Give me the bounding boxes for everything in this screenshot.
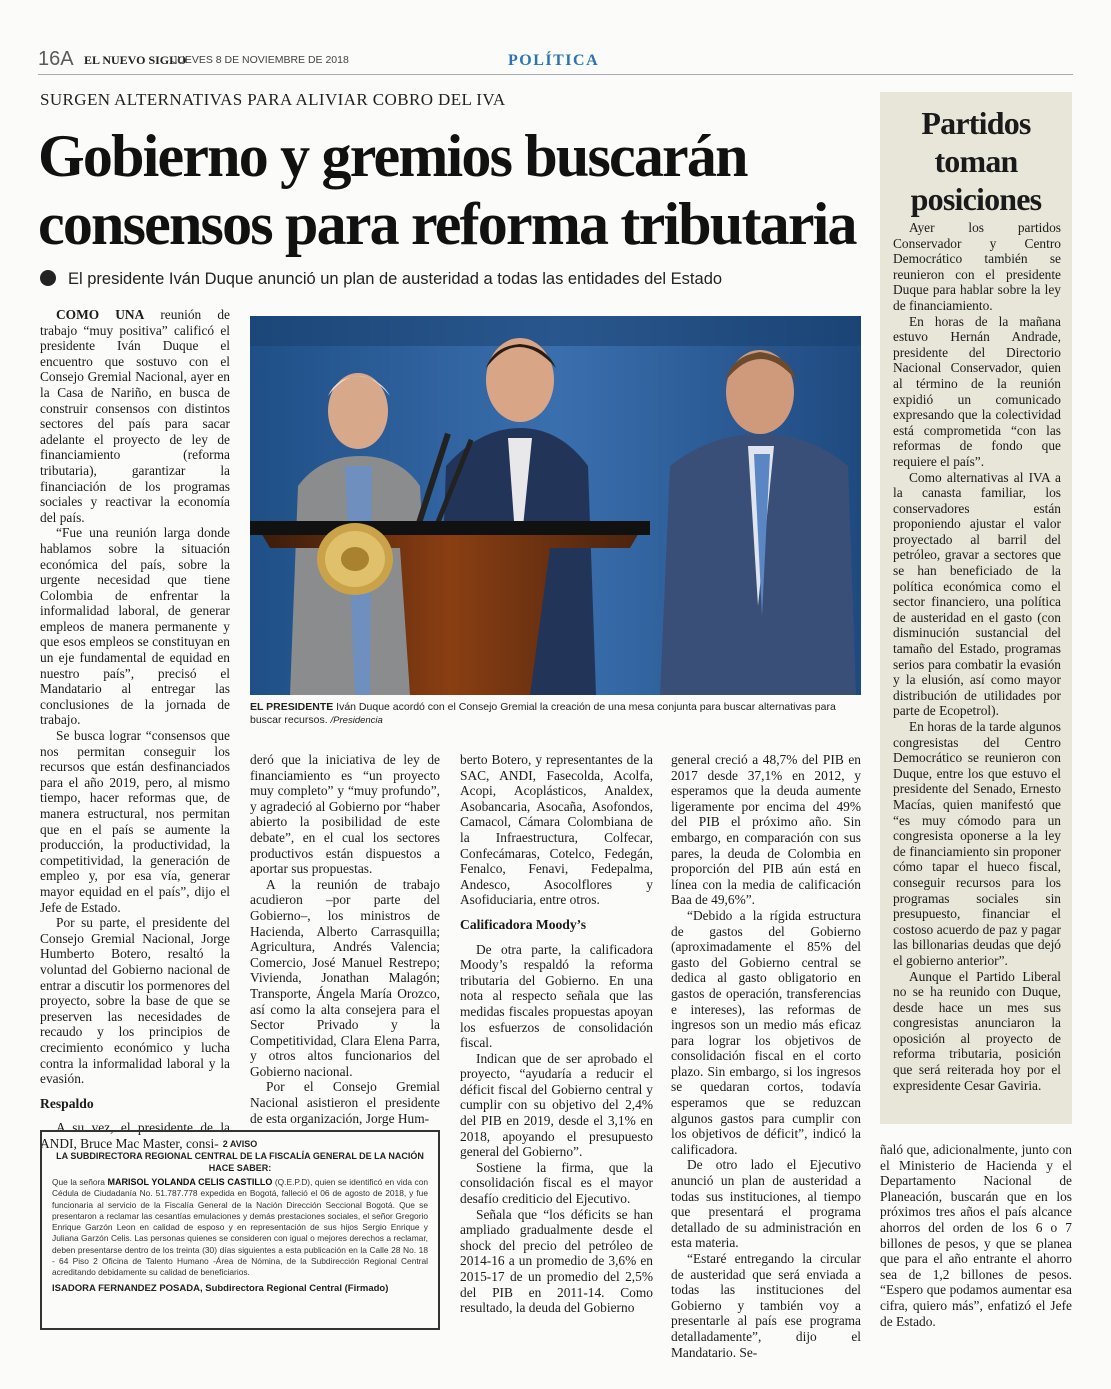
article-column-1	[40, 307, 230, 1151]
article-column-3	[460, 752, 653, 1316]
legal-notice	[40, 1130, 440, 1330]
paragraph: De otra parte, la calificadora Moody’s respaldó la reforma tributaria del Gobierno. En una nota al respecto señala que las medidas fiscales propuestas apoyan los esfuerzos de consolidación fiscal.	[460, 941, 653, 1051]
notice-issuer: LA SUBDIRECTORA REGIONAL CENTRAL DE LA FISCALÍA GENERAL DE LA NACIÓN	[56, 1151, 424, 1161]
paragraph: Como alternativas al IVA a la canasta familiar, los conservadores están proponiendo ajustar el valor proyectado al barril del petróleo, gravar a sectores que se han beneficiado de la política económica como el sector financiero, una política de austeridad en el gasto (con disminución sustancial del tamaño del Estado, programas serios para combatir la evasión y la elusión, así como mayor distribución de utilidades por parte de Ecopetrol).	[893, 469, 1061, 719]
paragraph: A su vez, el presidente de la ANDI, Bruce Mac Master, consi-	[40, 1120, 230, 1151]
paragraph: “Estaré entregando la circular de austeridad que será enviada a todas las instituciones del Gobierno y también voy a presentarle al país ese programa detalladamente”, dijo el Mandatario. Se-	[671, 1251, 861, 1360]
headline: Gobierno y gremios buscarán consensos para reforma tributaria	[38, 123, 856, 257]
paragraph: Indican que de ser aprobado el proyecto, “ayudaría a reducir el déficit fiscal del Gobierno central y cumplir con su objetivo del 2,4% del PIB en 2019, desde el 3,1% en 2018, apoyando el presupuesto general del Gobierno”.	[460, 1050, 653, 1160]
section-name: POLÍTICA	[508, 52, 600, 69]
paragraph: Por su parte, el presidente del Consejo Gremial Nacional, Jorge Humberto Botero, resaltó la voluntad del Gobierno nacional de entrar a discutir los pormenores del proyecto, sobre la base de que se preserven las necesidades de recaudo y los principios de crecimiento económico y lucha contra la informalidad laboral y la evasión.	[40, 915, 230, 1087]
paragraph: En horas de la mañana estuvo Hernán Andrade, presidente del Directorio Nacional Conservador, quien al término de la reunión expidió un comunicado expresando que la colectividad está comprometida “con las reformas de fondo que requiere el país”.	[893, 313, 1061, 469]
opening-words: COMO UNA	[56, 307, 145, 322]
issue-date: JUEVES 8 DE NOVIEMBRE DE 2018	[172, 54, 349, 66]
bullet-icon	[40, 270, 56, 286]
article-column-4	[671, 752, 861, 1360]
sidebar-text	[893, 220, 1061, 1093]
notice-name: MARISOL YOLANDA CELIS CASTILLO	[107, 1177, 273, 1187]
notice-text: (Q.E.P.D), quien se identificó en vida con Cédula de Ciudadanía No. 51.787.778 expedida en Bogotá, falleció el 06 de agosto de 2018, y fue funcionaria al servicio de la Fiscalía General de la Nación Dirección Seccional Bogotá. Que se presentaron a reclamar las cesantías emulaciones y demás prestaciones sociales, el señor Gregorio Enrique Garzón Leon en calidad de esposo y en representación de sus hijos Sergio Enrique y Juliana Garzón Celis. Las personas quienes se consideren con igual o mejores derechos a reclamar, deben presentarse dentro de los treinta (30) días siguientes a esta publicación en la Calle 28 No. 18 - 64 Piso 2 Oficina de Talento Humano -Área de Nómina, de la Subdirección Regional Central acreditando debidamente su calidad de beneficiarios.	[52, 1177, 429, 1278]
notice-number: 2 AVISO	[222, 1139, 258, 1149]
paragraph: Sostiene la firma, que la consolidación fiscal es el mayor desafío crediticio del Ejecutivo.	[460, 1159, 653, 1207]
page-number: 16A	[38, 48, 74, 70]
notice-heading: HACE SABER:	[208, 1163, 272, 1173]
paragraph: deró que la iniciativa de ley de financiamiento es “un proyecto muy completo” y “muy profundo”, y agradeció al Gobierno por “haber abierto la posibilidad de este debate”, en el cual los sectores productivos están dispuestos a aportar sus propuestas.	[250, 752, 440, 877]
paragraph: “Fue una reunión larga donde hablamos sobre la situación económica del país, sobre la urgente necesidad que tiene Colombia de enfrentar la informalidad laboral, de generar empleos de manera permanente y que esos empleos se constituyan en un eje fundamental de equidad en nuestro país”, precisó el Mandatario al entregar las conclusiones de la jornada de trabajo.	[40, 525, 230, 728]
article-column-5	[880, 1142, 1072, 1329]
photo-caption	[250, 701, 861, 727]
paragraph	[40, 307, 230, 525]
photo-illustration	[250, 316, 861, 695]
paragraph: “Debido a la rígida estructura de gastos del Gobierno (aproximadamente el 85% del gasto del Gobierno central se dedica al gasto obligatorio en gastos de operación, transferencias e intereses), las reformas de ingresos son un medio más eficaz para lograr los objetivos de consolidación fiscal en el corto plazo. Sin embargo, si los ingresos se quedaran cortos, todavía esperamos que se reduzcan algunos gastos para cumplir con los objetivos de déficit”, indicó la calificadora.	[671, 907, 861, 1157]
paragraph: Señala que “los déficits se han ampliado gradualmente desde el shock del precio del petróleo de 2014-16 a un promedio de 3,6% en 2015-17 de un promedio del 2,5% del PIB en 2011-14. Como resultado, la deuda del Gobierno	[460, 1206, 653, 1316]
kicker: SURGEN ALTERNATIVAS PARA ALIVIAR COBRO DEL IVA	[40, 90, 506, 109]
paragraph: Se busca lograr “consensos que nos permitan conseguir los recursos que están desfinanciados para el año 2019, pero, al mismo tiempo, hacer reformas que, de manera estructural, nos permitan que en el país se aumente la producción, la productividad, la competitividad, la generación de empleo y, por esa vía, generar mayor equidad en el país”, dijo el Jefe de Estado.	[40, 728, 230, 915]
paragraph: A la reunión de trabajo acudieron –por parte del Gobierno–, los ministros de Hacienda, Alberto Carrasquilla; Agricultura, Andrés Valencia; Comercio, José Manuel Restrepo; Vivienda, Jonathan Malagón; Transporte, Ángela María Orozco, así como la alta consejera para el Sector Privado y la Competitividad, Clara Elena Parra, y otros altos funcionarios del Gobierno nacional.	[250, 876, 440, 1079]
article-column-2	[250, 752, 440, 1126]
lead	[40, 270, 722, 289]
news-photo	[250, 316, 861, 695]
notice-signature: ISADORA FERNANDEZ POSADA, Subdirectora Regional Central (Firmado)	[52, 1282, 389, 1294]
subhead-respaldo: Respaldo	[40, 1095, 94, 1111]
paragraph: ñaló que, adicionalmente, junto con el Ministerio de Hacienda y el Departamento Nacional de Planeación, buscarán que en los próximos tres años el país alcance ahorros del orden de los 6 o 7 billones de pesos, y que se planea que para el año entrante el ahorro sea de 1,2 billones de pesos. “Espero que podamos aumentar esa cifra, quiero más”, enfatizó el Jefe de Estado.	[880, 1142, 1072, 1329]
lead-text: El presidente Iván Duque anunció un plan de austeridad a todas las entidades del Estado	[68, 270, 723, 288]
notice-text: Que la señora	[52, 1177, 108, 1187]
paragraph: berto Botero, y representantes de la SAC, ANDI, Fasecolda, Acolfa, Acopi, Acoplásticos, Analdex, Asobancaria, Asocaña, Asofondos, Camacol, Cámara Colombiana de la Infraestructura, Colfecar, Confecámaras, Cotelco, Fedegán, Fenalco, Fenavi, Fedepalma, Andesco, Asocolflores y Asofiduciaria, entre otros.	[460, 752, 653, 908]
paragraph: Por el Consejo Gremial Nacional asistieron el presidente de esta organización, Jorge Hum-	[250, 1079, 440, 1126]
header-rule	[38, 74, 1073, 75]
paragraph: general creció a 48,7% del PIB en 2017 desde 37,1% en 2012, y esperamos que la deuda aumente ligeramente por encima del 49% del PIB el próximo año. Sin embargo, en comparación con sus pares, la deuda de Colombia en proporción del PIB aún está en línea con la media de calificación Baa de 49,6%”.	[671, 752, 861, 908]
notice-body	[52, 1177, 428, 1279]
sidebar-title: Partidos toman posiciones	[910, 105, 1042, 217]
caption-text: Iván Duque acordó con el Consejo Gremial la creación de una mesa conjunta para buscar alternativas para buscar recursos.	[250, 701, 836, 726]
paragraph: Ayer los partidos Conservador y Centro Democrático también se reunieron con el presidente Duque para hablar sobre la ley de financiamiento.	[893, 220, 1061, 313]
photo-credit: /Presidencia	[330, 715, 383, 726]
subhead-moodys: Calificadora Moody’s	[460, 916, 586, 932]
paragraph: En horas de la tarde algunos congresistas del Centro Democrático se reunieron con Duque, entre los que estuvo el presidente del Senado, Ernesto Macías, quien manifestó que “es muy cómodo para un congresista oponerse a la ley de financiamiento sin proponer cómo tapar el hueco fiscal, conseguir recursos para los programas sociales sin presupuesto, financiar el costoso acuerdo de paz y pagar las billonarias deudas que dejó el gobierno anterior”.	[893, 719, 1061, 968]
paragraph-text: reunión de trabajo “muy positiva” calificó el presidente Iván Duque el encuentro que sostuvo con el Consejo Gremial Nacional, ayer en la Casa de Nariño, en busca de construir consensos con distintos sectores del país para sacar adelante el proyecto de ley de financiamiento (reforma tributaria), garantizar la financiación de los programas sociales y reactivar la economía del país.	[40, 307, 230, 525]
paragraph: Aunque el Partido Liberal no se ha reunido con Duque, desde hace un mes sus congresistas anunciaron la oposición al proyecto de reforma tributaria, posición que será reiterada hoy por el expresidente Cesar Gaviria.	[893, 968, 1061, 1093]
caption-label: EL PRESIDENTE	[250, 701, 334, 713]
paragraph: De otro lado el Ejecutivo anunció un plan de austeridad a todas sus instituciones, al tiempo que presentará el programa detallado de su administración en esta materia.	[671, 1157, 861, 1251]
newspaper-name: EL NUEVO SIGLO	[84, 53, 187, 67]
